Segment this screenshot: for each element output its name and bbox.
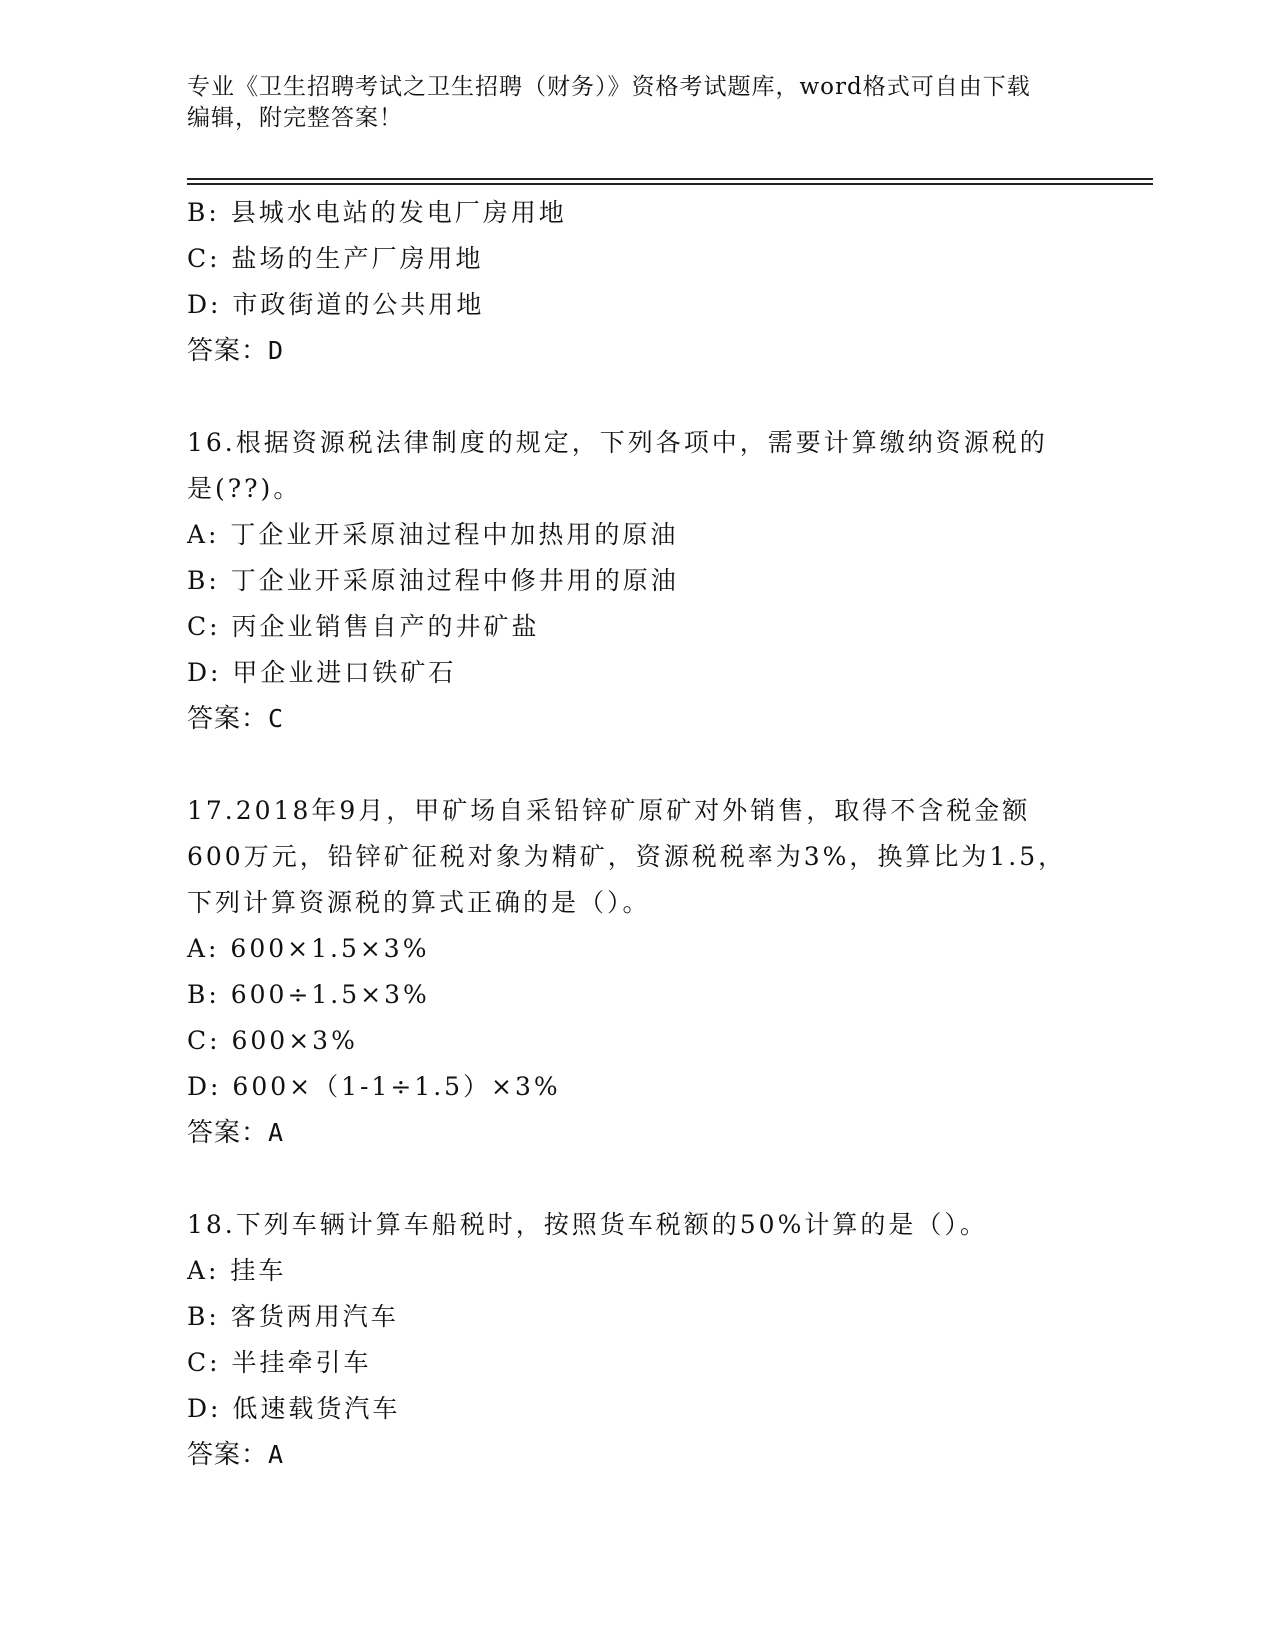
answer-value: A xyxy=(268,1118,284,1147)
question-17-option-a: A: 600×1.5×3% xyxy=(187,934,430,963)
question-17-option-c: C: 600×3% xyxy=(187,1026,358,1055)
question-17-stem-line-3: 下列计算资源税的算式正确的是（）。 xyxy=(187,888,651,917)
question-17-stem-line-2: 600万元，铅锌矿征税对象为精矿，资源税税率为3%，换算比为1.5， xyxy=(187,842,1067,871)
question-16-option-d: D: 甲企业进口铁矿石 xyxy=(187,658,457,687)
question-18-option-d: D: 低速载货汽车 xyxy=(187,1394,401,1423)
question-16-answer xyxy=(187,696,1087,742)
question-17-option-d: D: 600×（1-1÷1.5）×3% xyxy=(187,1072,561,1101)
question-17-option-b: B: 600÷1.5×3% xyxy=(187,980,430,1009)
answer-label: 答案： xyxy=(187,1440,269,1470)
question-18-option-a: A: 挂车 xyxy=(187,1256,287,1285)
answer-label: 答案： xyxy=(187,704,269,734)
question-15 xyxy=(187,190,1087,374)
question-16-option-c: C: 丙企业销售自产的井矿盐 xyxy=(187,612,540,641)
question-17 xyxy=(187,788,1087,1156)
question-15-option-c: C: 盐场的生产厂房用地 xyxy=(187,244,484,273)
document-header xyxy=(187,72,1087,134)
spacer xyxy=(187,1156,1087,1202)
answer-value: D xyxy=(268,336,284,365)
question-18-answer xyxy=(187,1432,1087,1478)
spacer xyxy=(187,742,1087,788)
header-divider-top xyxy=(187,178,1153,180)
header-line-2: 编辑，附完整答案！ xyxy=(187,105,403,131)
answer-value: C xyxy=(268,704,284,733)
question-16 xyxy=(187,420,1087,742)
question-16-option-b: B: 丁企业开采原油过程中修井用的原油 xyxy=(187,566,679,595)
question-16-stem-line-1: 16.根据资源税法律制度的规定，下列各项中，需要计算缴纳资源税的 xyxy=(187,428,1048,457)
question-16-stem-line-2: 是(??)。 xyxy=(187,474,302,503)
header-line-1: 专业《卫生招聘考试之卫生招聘（财务）》资格考试题库，word格式可自由下载 xyxy=(187,74,1031,100)
question-15-option-b: B: 县城水电站的发电厂房用地 xyxy=(187,198,567,227)
question-16-option-a: A: 丁企业开采原油过程中加热用的原油 xyxy=(187,520,679,549)
question-18 xyxy=(187,1202,1087,1478)
question-17-answer xyxy=(187,1110,1087,1156)
spacer xyxy=(187,374,1087,420)
question-18-stem-line-1: 18.下列车辆计算车船税时，按照货车税额的50%计算的是（）。 xyxy=(187,1210,988,1239)
question-18-option-c: C: 半挂牵引车 xyxy=(187,1348,372,1377)
question-17-stem-line-1: 17.2018年9月，甲矿场自采铅锌矿原矿对外销售，取得不含税金额 xyxy=(187,796,1031,825)
answer-label: 答案： xyxy=(187,1118,269,1148)
answer-value: A xyxy=(268,1440,284,1469)
question-list xyxy=(187,190,1087,1478)
question-15-option-d: D: 市政街道的公共用地 xyxy=(187,290,485,319)
question-15-answer xyxy=(187,328,1087,374)
question-18-option-b: B: 客货两用汽车 xyxy=(187,1302,399,1331)
answer-label: 答案： xyxy=(187,336,269,366)
header-divider-bottom xyxy=(187,183,1153,185)
